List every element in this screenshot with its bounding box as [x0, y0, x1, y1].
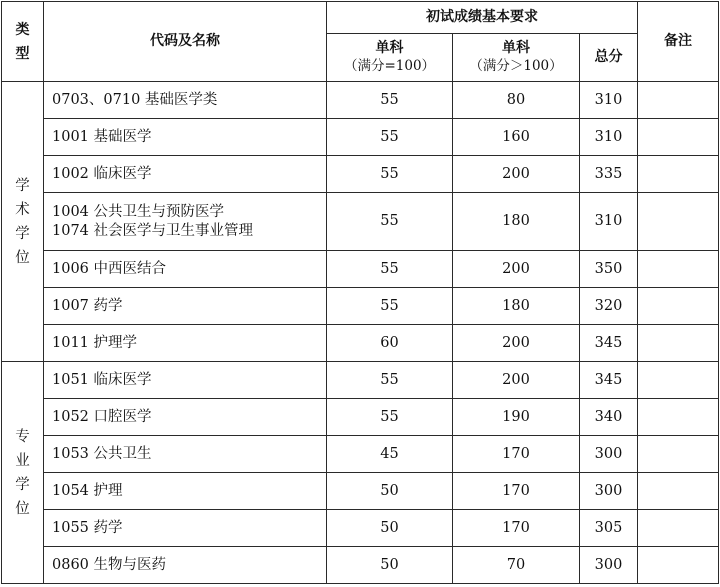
total-cell: 320 — [580, 288, 638, 325]
total-cell: 340 — [580, 399, 638, 436]
single-100-cell: 55 — [327, 251, 453, 288]
degree-type-cell — [2, 362, 44, 584]
remark-cell — [638, 362, 719, 399]
table-body — [2, 82, 719, 584]
remark-cell — [638, 82, 719, 119]
program-name: 1051 临床医学 — [52, 371, 152, 388]
program-name: 0860 生物与医药 — [52, 556, 167, 573]
single-over-cell: 190 — [453, 399, 580, 436]
remark-cell — [638, 473, 719, 510]
program-name: 1011 护理学 — [52, 334, 138, 351]
program-name: 1001 基础医学 — [52, 128, 152, 145]
total-cell: 310 — [580, 119, 638, 156]
single-100-cell: 60 — [327, 325, 453, 362]
program-name: 1007 药学 — [52, 297, 123, 314]
code-name-header: 代码及名称 — [44, 2, 327, 82]
degree-type-char: 术 — [15, 201, 30, 218]
table-row — [2, 399, 719, 436]
single-100-label: 单科 — [375, 40, 404, 57]
single-over-label: 单科 — [502, 40, 530, 57]
program-name: 1002 临床医学 — [52, 165, 152, 182]
single-100-cell: 45 — [327, 436, 453, 473]
program-name-cell — [44, 362, 327, 399]
program-name-cell — [44, 436, 327, 473]
degree-type-char: 学 — [15, 476, 30, 493]
program-name-cell — [44, 119, 327, 156]
degree-type-char: 位 — [15, 249, 30, 266]
program-name: 1055 药学 — [52, 519, 123, 536]
program-name-cell — [44, 547, 327, 584]
degree-type-char: 业 — [15, 452, 30, 469]
remark-cell — [638, 436, 719, 473]
single-over-cell: 200 — [453, 362, 580, 399]
table-row — [2, 510, 719, 547]
total-header: 总分 — [580, 34, 638, 82]
single-over-cell: 170 — [453, 473, 580, 510]
remark-cell — [638, 288, 719, 325]
program-name-cell — [44, 193, 327, 251]
total-cell: 335 — [580, 156, 638, 193]
score-requirements-table — [1, 1, 719, 584]
remark-cell — [638, 325, 719, 362]
table-row — [2, 156, 719, 193]
table-row — [2, 288, 719, 325]
single-100-cell: 50 — [327, 547, 453, 584]
remark-cell — [638, 193, 719, 251]
remark-cell — [638, 251, 719, 288]
remark-cell — [638, 156, 719, 193]
program-name-cell — [44, 399, 327, 436]
single-over-cell: 200 — [453, 325, 580, 362]
program-name-cell — [44, 473, 327, 510]
single-100-cell: 55 — [327, 362, 453, 399]
single-over-cell: 200 — [453, 251, 580, 288]
requirement-header: 初试成绩基本要求 — [327, 2, 638, 34]
single-100-cell: 50 — [327, 510, 453, 547]
single-100-cell: 55 — [327, 119, 453, 156]
total-cell: 345 — [580, 362, 638, 399]
remark-cell — [638, 119, 719, 156]
single-over-cell: 70 — [453, 547, 580, 584]
single-100-cell: 55 — [327, 288, 453, 325]
type-header-char-1: 类 — [15, 21, 30, 38]
table-row — [2, 547, 719, 584]
single-over-note: （满分＞100） — [469, 57, 563, 74]
remark-cell — [638, 399, 719, 436]
program-name-cell — [44, 510, 327, 547]
degree-type-char: 学 — [15, 225, 30, 242]
single-100-cell: 55 — [327, 156, 453, 193]
table-row — [2, 193, 719, 251]
program-name-cell — [44, 288, 327, 325]
single-100-cell: 55 — [327, 193, 453, 251]
total-cell: 345 — [580, 325, 638, 362]
table-row — [2, 473, 719, 510]
table-row — [2, 362, 719, 399]
type-header-char-2: 型 — [15, 45, 30, 62]
program-name: 1054 护理 — [52, 482, 123, 499]
total-cell: 310 — [580, 82, 638, 119]
single-over-header — [453, 34, 580, 82]
program-name: 0703、0710 基础医学类 — [52, 91, 218, 108]
table-row — [2, 436, 719, 473]
single-over-cell: 170 — [453, 436, 580, 473]
single-100-cell: 55 — [327, 82, 453, 119]
remark-header: 备注 — [638, 2, 719, 82]
total-cell: 310 — [580, 193, 638, 251]
total-cell: 350 — [580, 251, 638, 288]
table-row — [2, 251, 719, 288]
single-100-cell: 55 — [327, 399, 453, 436]
total-cell: 305 — [580, 510, 638, 547]
total-cell: 300 — [580, 436, 638, 473]
table-row — [2, 325, 719, 362]
single-over-cell: 160 — [453, 119, 580, 156]
program-name: 1074 社会医学与卫生事业管理 — [52, 222, 254, 239]
program-name-cell — [44, 251, 327, 288]
total-cell: 300 — [580, 547, 638, 584]
total-cell: 300 — [580, 473, 638, 510]
program-name: 1052 口腔医学 — [52, 408, 152, 425]
remark-cell — [638, 510, 719, 547]
program-name-cell — [44, 325, 327, 362]
degree-type-cell — [2, 82, 44, 362]
degree-type-char: 位 — [15, 500, 30, 517]
single-100-cell: 50 — [327, 473, 453, 510]
program-name-cell — [44, 82, 327, 119]
degree-type-char: 专 — [15, 428, 30, 445]
single-over-cell: 180 — [453, 288, 580, 325]
single-over-cell: 80 — [453, 82, 580, 119]
type-header — [2, 2, 44, 82]
single-over-cell: 200 — [453, 156, 580, 193]
single-over-cell: 170 — [453, 510, 580, 547]
program-name: 1053 公共卫生 — [52, 445, 152, 462]
single-over-cell: 180 — [453, 193, 580, 251]
program-name-cell — [44, 156, 327, 193]
table-row — [2, 119, 719, 156]
single-100-header — [327, 34, 453, 82]
degree-type-char: 学 — [15, 177, 30, 194]
program-name: 1004 公共卫生与预防医学 — [52, 204, 225, 221]
program-name: 1006 中西医结合 — [52, 260, 167, 277]
remark-cell — [638, 547, 719, 584]
table-row — [2, 82, 719, 119]
single-100-note: （满分=100） — [343, 57, 436, 74]
